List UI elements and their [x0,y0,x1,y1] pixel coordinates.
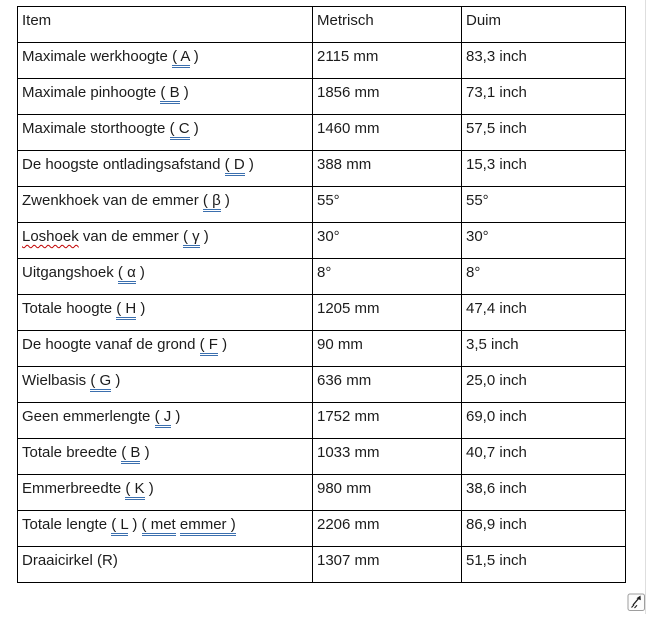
item-text-segment: ) [128,516,142,533]
item-text-segment: Emmerbreedte [22,480,126,497]
item-text-segment: Loshoek [22,228,79,245]
item-text-segment: ( γ [183,228,200,248]
table-row [18,43,626,79]
item-text-segment: Maximale werkhoogte [22,48,173,65]
inch-value-cell[interactable]: 3,5 inch [462,331,626,367]
item-cell[interactable] [18,187,313,223]
item-text-segment: ) [189,120,199,137]
inch-value-cell[interactable]: 40,7 inch [462,439,626,475]
table-resize-handle-icon [627,591,646,612]
table-row [18,439,626,475]
inch-value-cell[interactable]: 51,5 inch [462,547,626,583]
spec-table-body [18,43,626,583]
inch-value-cell[interactable]: 73,1 inch [462,79,626,115]
item-text-segment: Zwenkhoek van de emmer [22,192,203,209]
item-text-segment: ) [140,444,150,461]
table-row [18,547,626,583]
item-text-segment: ( F [200,336,218,356]
item-cell[interactable] [18,367,313,403]
item-text-segment: ) [220,192,230,209]
table-row [18,511,626,547]
table-row [18,223,626,259]
item-text-segment: emmer ) [180,516,236,536]
item-text-segment: ( β [203,192,221,212]
inch-value-cell[interactable]: 55° [462,187,626,223]
item-text-segment: Totale lengte [22,516,112,533]
metric-value-cell[interactable]: 1205 mm [313,295,462,331]
table-row [18,187,626,223]
metric-value-cell[interactable]: 1460 mm [313,115,462,151]
inch-value-cell[interactable]: 47,4 inch [462,295,626,331]
table-row [18,403,626,439]
metric-value-cell[interactable]: 90 mm [313,331,462,367]
item-text-segment: Uitgangshoek [22,264,118,281]
metric-value-cell[interactable]: 1033 mm [313,439,462,475]
item-text-segment: ) [136,300,146,317]
inch-value-cell[interactable]: 83,3 inch [462,43,626,79]
item-text-segment: ( G [90,372,111,392]
column-header-duim[interactable]: Duim [462,7,626,43]
inch-value-cell[interactable]: 57,5 inch [462,115,626,151]
header-row [18,7,626,43]
table-row [18,115,626,151]
item-text-segment: De hoogte vanaf de grond [22,336,200,353]
item-text-segment: ( D [225,156,245,176]
item-text-segment: ) [199,228,209,245]
item-text-segment: ) [179,84,189,101]
item-text-segment: ) [135,264,145,281]
item-cell[interactable] [18,547,313,583]
table-row [18,475,626,511]
column-header-metrisch[interactable]: Metrisch [313,7,462,43]
item-text-segment: ( B [121,444,140,464]
item-text-segment: ( C [170,120,190,140]
table-resize-handle[interactable] [627,591,646,612]
page-edge-line [645,0,646,614]
item-text-segment: ( L [111,516,128,536]
item-text-segment: Geen emmerlengte [22,408,155,425]
metric-value-cell[interactable]: 30° [313,223,462,259]
item-text-segment: Maximale storthoogte [22,120,170,137]
metric-value-cell[interactable]: 980 mm [313,475,462,511]
metric-value-cell[interactable]: 2115 mm [313,43,462,79]
table-row [18,367,626,403]
item-cell[interactable] [18,475,313,511]
item-text-segment: Maximale pinhoogte [22,84,161,101]
item-text-segment: Totale breedte [22,444,122,461]
item-text-segment: ( K [125,480,144,500]
table-row [18,295,626,331]
inch-value-cell[interactable]: 38,6 inch [462,475,626,511]
item-text-segment: ( A [172,48,190,68]
inch-value-cell[interactable]: 86,9 inch [462,511,626,547]
item-text-segment: ( B [160,84,179,104]
table-row [18,331,626,367]
metric-value-cell[interactable]: 1752 mm [313,403,462,439]
item-text-segment: van de emmer [78,228,183,245]
item-text-segment: ) [171,408,181,425]
item-cell[interactable] [18,223,313,259]
inch-value-cell[interactable]: 25,0 inch [462,367,626,403]
item-cell[interactable] [18,403,313,439]
item-text-segment: ( H [116,300,136,320]
item-text-segment: ) [111,372,121,389]
item-text-segment: ) [217,336,228,353]
metric-value-cell[interactable]: 636 mm [313,367,462,403]
item-cell[interactable] [18,79,313,115]
table-row [18,151,626,187]
inch-value-cell[interactable]: 15,3 inch [462,151,626,187]
item-text-segment: Totale hoogte [22,300,117,317]
table-row [18,79,626,115]
spec-table [17,6,626,583]
metric-value-cell[interactable]: 1307 mm [313,547,462,583]
column-header-item[interactable]: Item [18,7,313,43]
spec-table-header [18,7,626,43]
metric-value-cell[interactable]: 388 mm [313,151,462,187]
item-text-segment: ( α [118,264,136,284]
metric-value-cell[interactable]: 55° [313,187,462,223]
item-cell[interactable] [18,115,313,151]
item-cell[interactable] [18,295,313,331]
metric-value-cell[interactable]: 2206 mm [313,511,462,547]
item-text-segment: ) [144,480,154,497]
inch-value-cell[interactable]: 8° [462,259,626,295]
item-text-segment: Draaicirkel (R) [22,552,118,569]
item-text-segment: ) [244,156,254,173]
metric-value-cell[interactable]: 8° [313,259,462,295]
metric-value-cell[interactable]: 1856 mm [313,79,462,115]
item-text-segment: ) [189,48,199,65]
item-text-segment: Wielbasis [22,372,91,389]
inch-value-cell[interactable]: 69,0 inch [462,403,626,439]
item-text-segment: ( met [142,516,176,536]
item-text-segment: De hoogste ontladingsafstand [22,156,225,173]
item-cell[interactable] [18,331,313,367]
item-cell[interactable] [18,259,313,295]
item-cell[interactable] [18,511,313,547]
table-row [18,259,626,295]
inch-value-cell[interactable]: 30° [462,223,626,259]
item-cell[interactable] [18,43,313,79]
item-cell[interactable] [18,151,313,187]
item-cell[interactable] [18,439,313,475]
item-text-segment: ( J [155,408,172,428]
